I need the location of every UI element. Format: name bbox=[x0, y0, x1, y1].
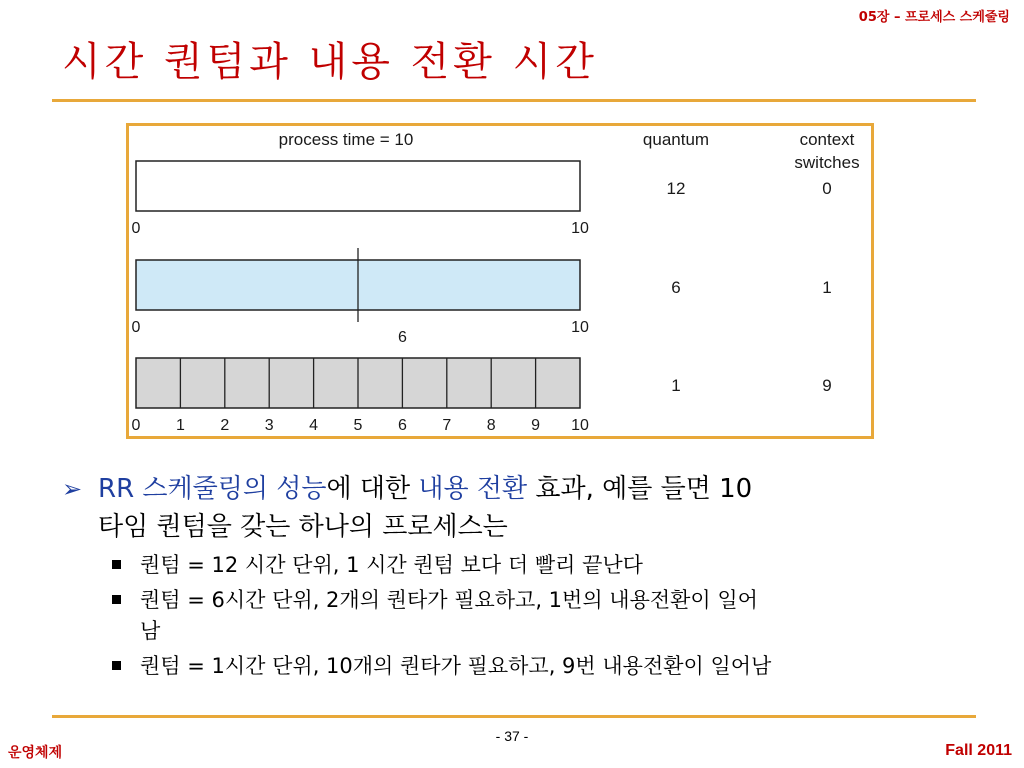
tick-label: 1 bbox=[175, 417, 185, 434]
square-bullet-icon bbox=[112, 661, 121, 670]
sub-bullet-2 bbox=[62, 585, 992, 647]
tick-label: 3 bbox=[264, 417, 274, 434]
footer-term: Fall 2011 bbox=[945, 742, 1012, 759]
tick-label: 0 bbox=[131, 319, 141, 336]
timeline-bar-0 bbox=[136, 161, 580, 211]
context-switch-value: 1 bbox=[822, 278, 832, 297]
mid-tick-label: 6 bbox=[397, 329, 407, 346]
sub-bullet-text: 퀀텀 = 12 시간 단위, 1 시간 퀀텀 보다 더 빨리 끝난다 bbox=[140, 553, 643, 577]
quantum-diagram bbox=[126, 123, 874, 439]
sub-bullet-1 bbox=[62, 550, 992, 581]
quantum-value: 12 bbox=[666, 179, 686, 198]
scheduling-performance-term: 스케줄링의 성능 bbox=[142, 474, 327, 504]
tick-label: 5 bbox=[353, 417, 363, 434]
bullet-list bbox=[62, 470, 992, 682]
tick-label: 8 bbox=[486, 417, 496, 434]
page-number: - 37 - bbox=[495, 728, 529, 744]
sub-bullet-text: 퀀텀 = 1시간 단위, 10개의 퀀타가 필요하고, 9번 내용전환이 일어남 bbox=[140, 654, 772, 678]
footer-course: 운영체제 bbox=[8, 745, 63, 761]
arrow-bullet-icon: ➢ bbox=[62, 475, 83, 503]
square-bullet-icon bbox=[112, 595, 121, 604]
context-header-2: switches bbox=[794, 153, 860, 172]
square-bullet-icon bbox=[112, 560, 121, 569]
process-time-label: process time = 10 bbox=[278, 130, 414, 149]
tick-label: 10 bbox=[571, 417, 589, 434]
quantum-value: 1 bbox=[671, 376, 681, 395]
tick-label: 9 bbox=[531, 417, 541, 434]
slide-title: 시간 퀀텀과 내용 전환 시간 bbox=[62, 39, 598, 85]
sub-bullet-text: 퀀텀 = 6시간 단위, 2개의 퀀타가 필요하고, 1번의 내용전환이 일어 bbox=[140, 588, 758, 612]
main-text-2: 효과, 예를 들면 10 bbox=[527, 474, 753, 504]
chapter-label: 05장 – 프로세스 스케줄링 bbox=[858, 10, 1010, 25]
sub-bullet-text-wrap: 남 bbox=[140, 619, 161, 643]
main-bullet bbox=[62, 470, 992, 546]
quantum-header: quantum bbox=[642, 130, 710, 149]
quantum-value: 6 bbox=[671, 278, 681, 297]
tick-label: 0 bbox=[131, 220, 141, 237]
context-switch-value: 9 bbox=[822, 376, 832, 395]
tick-label: 0 bbox=[131, 417, 141, 434]
footer-divider bbox=[52, 715, 976, 718]
sub-bullet-3 bbox=[62, 651, 992, 682]
tick-label: 7 bbox=[442, 417, 452, 434]
main-text-line2: 타임 퀀텀을 갖는 하나의 프로세스는 bbox=[98, 512, 508, 542]
context-switch-value: 0 bbox=[822, 179, 832, 198]
tick-label: 10 bbox=[571, 220, 589, 237]
rr-term: RR bbox=[98, 474, 135, 504]
tick-label: 2 bbox=[220, 417, 230, 434]
title-divider bbox=[52, 99, 976, 102]
main-text-1: 에 대한 bbox=[326, 474, 419, 504]
context-switch-term: 내용 전환 bbox=[418, 474, 528, 504]
context-header-1: context bbox=[799, 130, 855, 149]
tick-label: 10 bbox=[571, 319, 589, 336]
tick-label: 6 bbox=[397, 417, 407, 434]
quantum-figure bbox=[126, 123, 874, 439]
tick-label: 4 bbox=[309, 417, 319, 434]
